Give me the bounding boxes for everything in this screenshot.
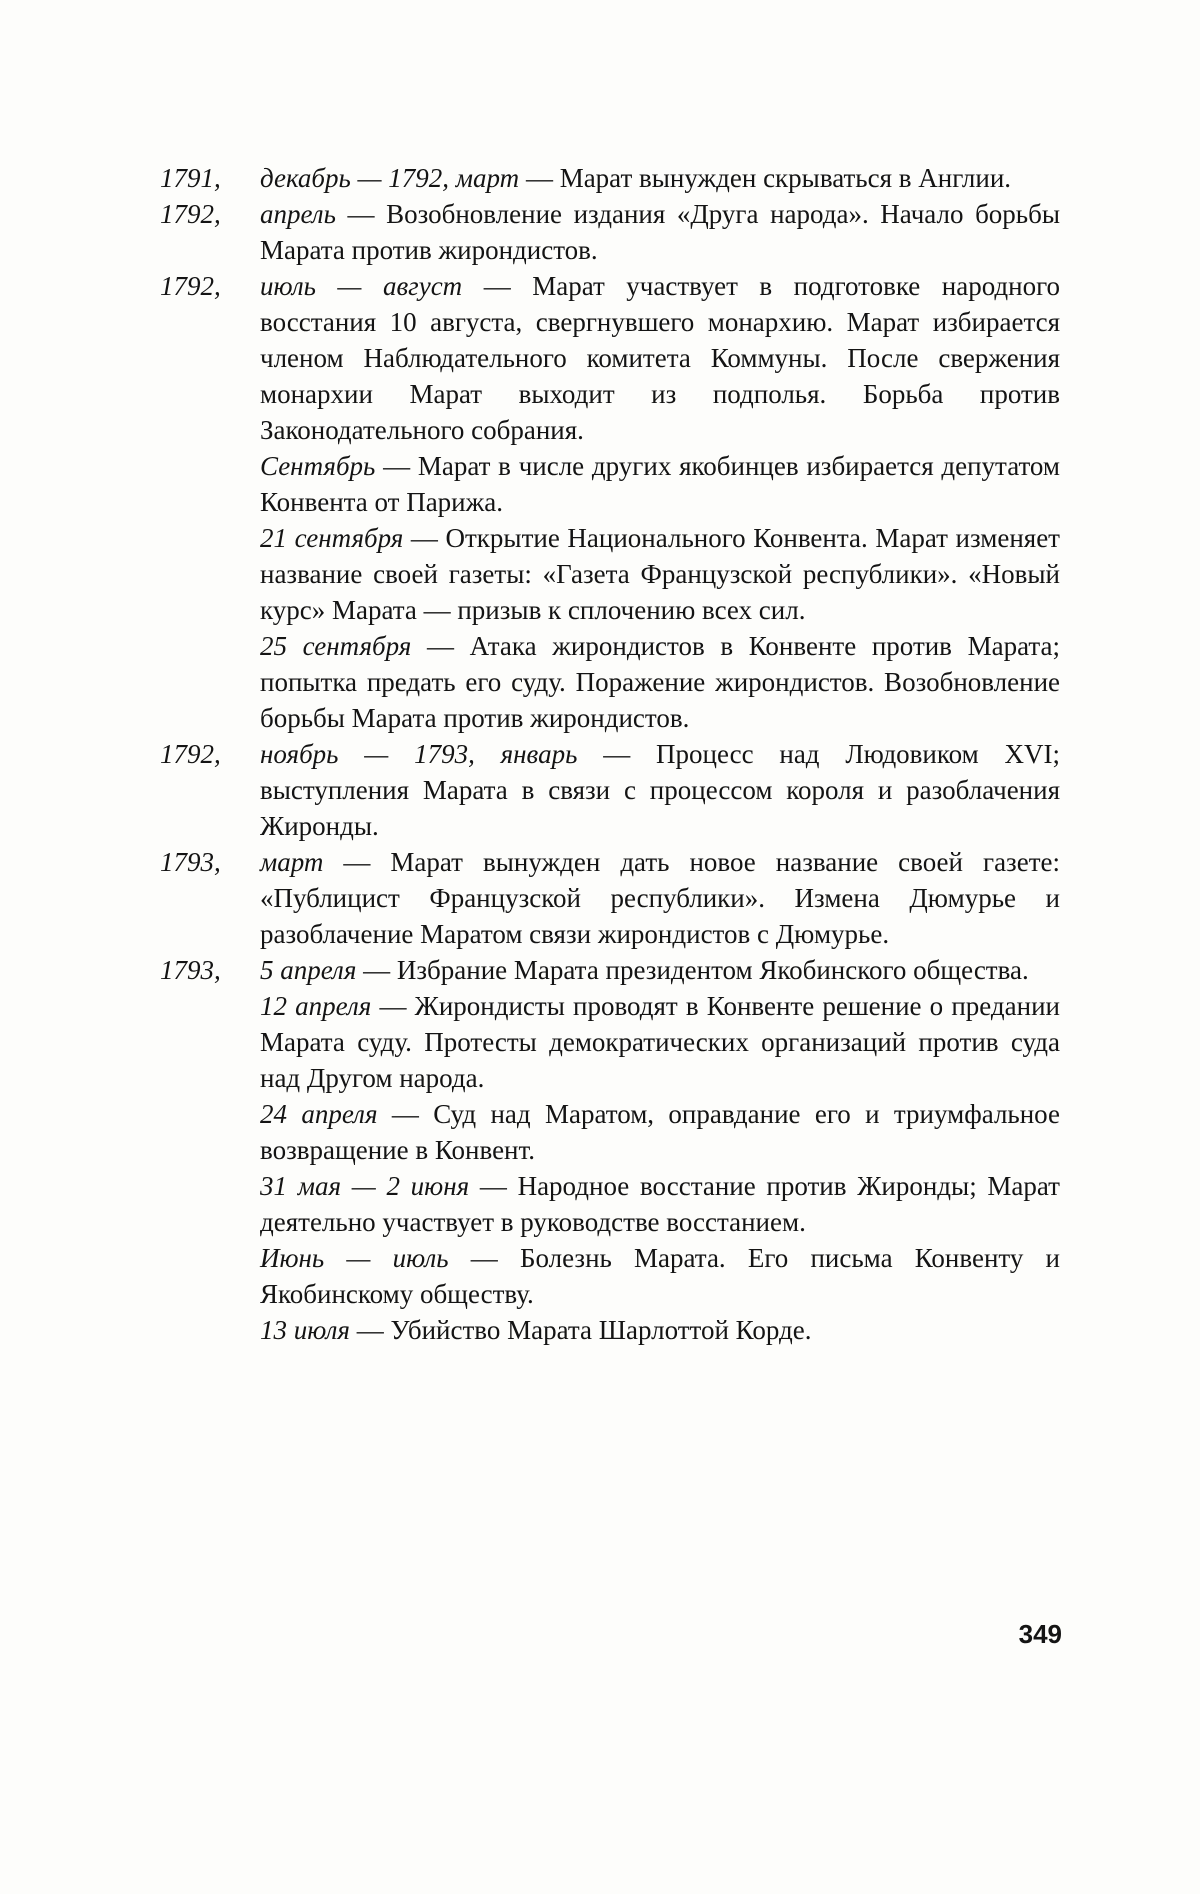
entry-date: Июнь — июль [260, 1243, 449, 1273]
entry-body [260, 268, 1060, 736]
entry-text: — Убийство Марата Шарлоттой Корде. [350, 1315, 812, 1345]
entry-paragraph [260, 196, 1060, 268]
entry-date: декабрь — 1792, март [260, 163, 519, 193]
entry-date: 13 июля [260, 1315, 350, 1345]
chronology-entry [160, 844, 1060, 952]
entry-text: — Марат в числе других якобинцев избирается депутатом Конвента от Парижа. [260, 451, 1060, 517]
entry-text: — Суд над Маратом, оправдание его и триумфальное возвращение в Конвент. [260, 1099, 1060, 1165]
entry-paragraph [260, 844, 1060, 952]
chronology-entry [160, 196, 1060, 268]
chronology-entry [160, 160, 1060, 196]
entry-paragraph [260, 1240, 1060, 1312]
entry-year: 1792, [160, 196, 260, 232]
entry-date: 12 апреля [260, 991, 371, 1021]
entry-date: март [260, 847, 323, 877]
entry-text: — Жирондисты проводят в Конвенте решение о предании Марата суду. Протесты демократических организаций против суда над Другом народа. [260, 991, 1060, 1093]
entry-body [260, 952, 1060, 1348]
entry-paragraph [260, 988, 1060, 1096]
entry-paragraph [260, 736, 1060, 844]
entry-text: — Открытие Национального Конвента. Марат изменяет название своей газеты: «Газета Французской республики». «Новый курс» Марата — призыв к сплочению всех сил. [260, 523, 1060, 625]
entry-text: — Атака жирондистов в Конвенте против Марата; попытка предать его суду. Поражение жирондистов. Возобновление борьбы Марата против жирондистов. [260, 631, 1060, 733]
entry-paragraph [260, 520, 1060, 628]
book-page [0, 0, 1200, 1894]
entry-year: 1792, [160, 268, 260, 304]
page-number: 349 [980, 1617, 1062, 1651]
entry-year: 1793, [160, 844, 260, 880]
entry-body [260, 196, 1060, 268]
chronology-entry [160, 952, 1060, 1348]
entry-text: — Марат участвует в подготовке народного восстания 10 августа, свергнувшего монархию. Марат избирается членом Наблюдательного комитета Коммуны. После свержения монархии Марат выходит из подполья. Борьба против Законодательного собрания. [260, 271, 1060, 445]
entry-body [260, 736, 1060, 844]
entry-paragraph [260, 160, 1060, 196]
entry-paragraph [260, 1096, 1060, 1168]
entry-paragraph [260, 1168, 1060, 1240]
entry-year: 1793, [160, 952, 260, 988]
entry-text: — Возобновление издания «Друга народа». Начало борьбы Марата против жирондистов. [260, 199, 1060, 265]
entry-text: — Марат вынужден дать новое название своей газете: «Публицист Французской республики». Измена Дюмурье и разоблачение Маратом связи жирондистов с Дюмурье. [260, 847, 1060, 949]
chronology-list [160, 160, 1060, 1348]
chronology-entry [160, 736, 1060, 844]
entry-paragraph [260, 268, 1060, 448]
entry-year: 1791, [160, 160, 260, 196]
entry-text: — Процесс над Людовиком XVI; выступления Марата в связи с процессом короля и разоблачения Жиронды. [260, 739, 1060, 841]
entry-date: 5 апреля [260, 955, 356, 985]
entry-text: — Болезнь Марата. Его письма Конвенту и Якобинскому обществу. [260, 1243, 1060, 1309]
entry-date: апрель [260, 199, 336, 229]
entry-date: 21 сентября [260, 523, 403, 553]
entry-date: 31 мая — 2 июня [260, 1171, 469, 1201]
entry-paragraph [260, 952, 1060, 988]
entry-date: Сентябрь [260, 451, 375, 481]
entry-paragraph [260, 1312, 1060, 1348]
entry-body [260, 160, 1060, 196]
entry-date: ноябрь — 1793, январь [260, 739, 577, 769]
entry-date: 25 сентября [260, 631, 411, 661]
entry-body [260, 844, 1060, 952]
entry-text: — Избрание Марата президентом Якобинского общества. [356, 955, 1028, 985]
chronology-entry [160, 268, 1060, 736]
entry-date: июль — август [260, 271, 462, 301]
entry-date: 24 апреля [260, 1099, 378, 1129]
entry-year: 1792, [160, 736, 260, 772]
entry-text: — Народное восстание против Жиронды; Марат деятельно участвует в руководстве восстанием. [260, 1171, 1060, 1237]
entry-paragraph [260, 628, 1060, 736]
entry-text: — Марат вынужден скрываться в Англии. [519, 163, 1011, 193]
entry-paragraph [260, 448, 1060, 520]
